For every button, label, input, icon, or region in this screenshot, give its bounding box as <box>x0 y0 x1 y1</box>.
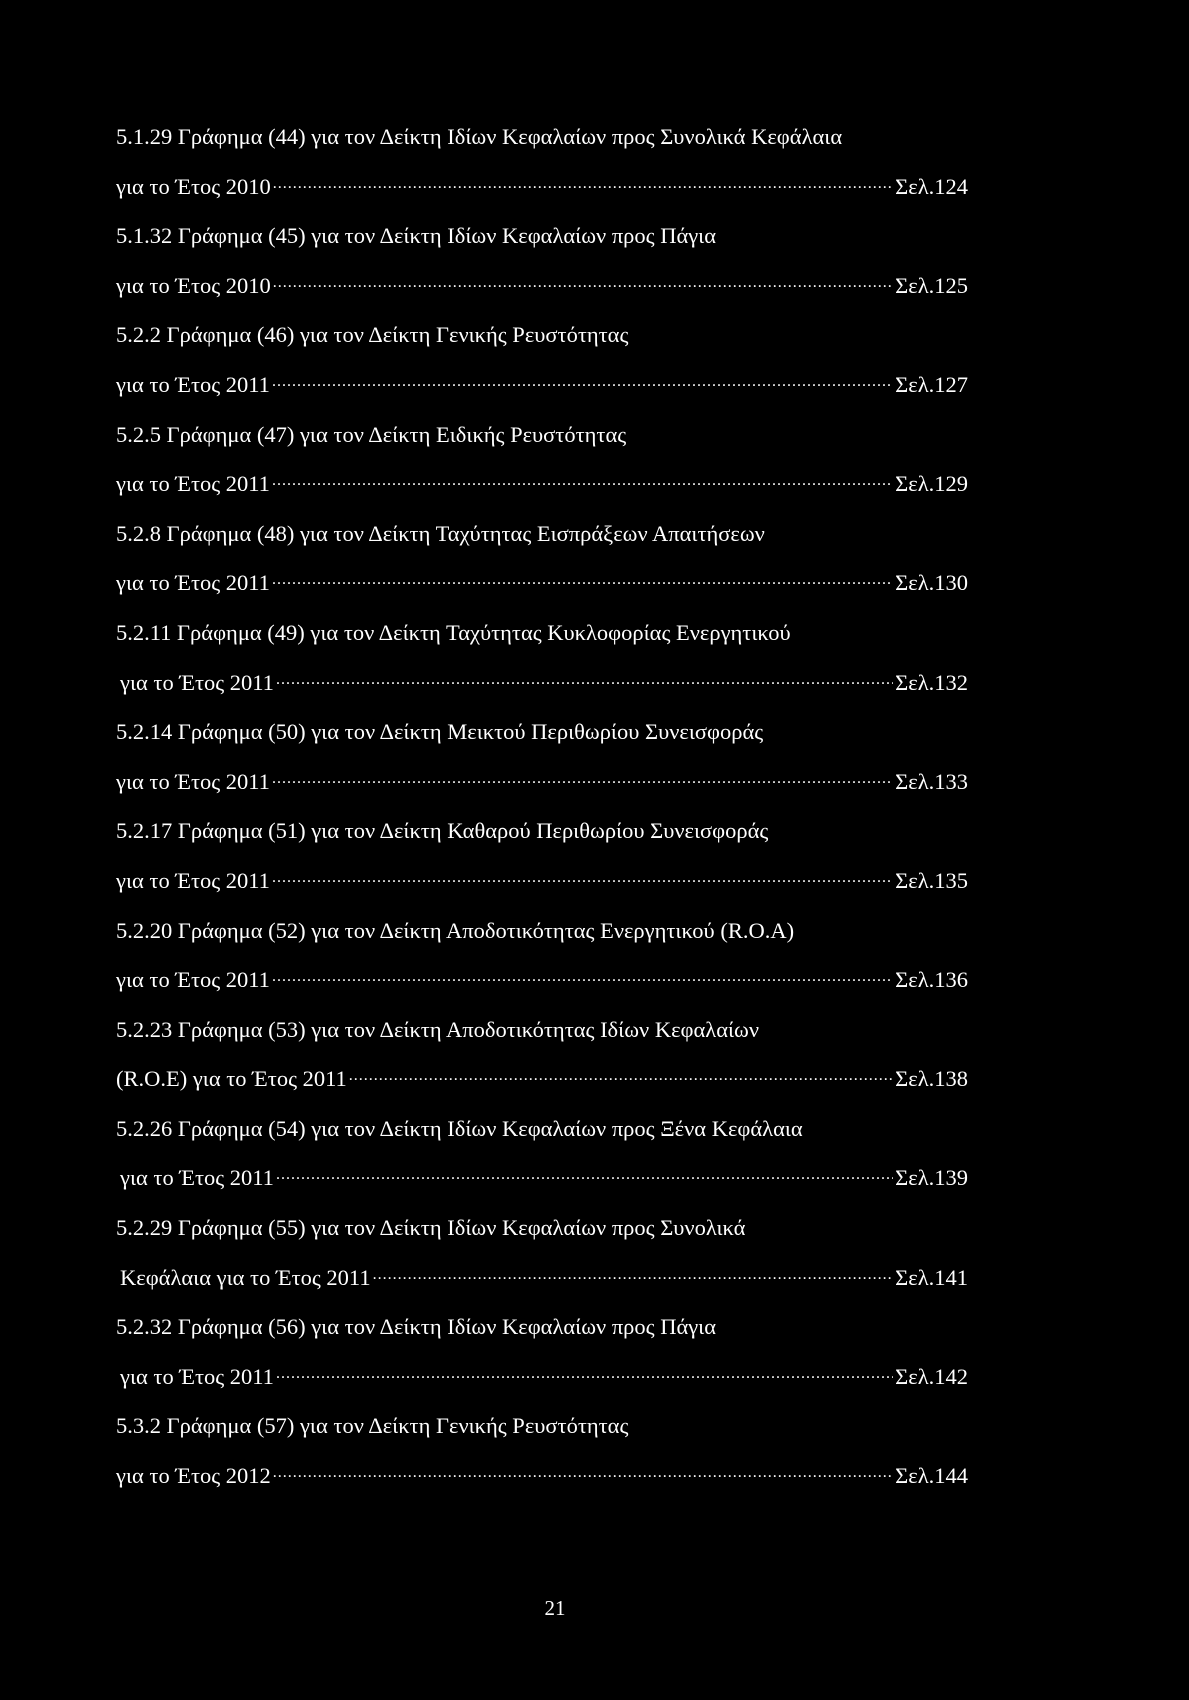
toc-entry-subtitle: (R.O.E) για το Έτος 2011 <box>116 1066 347 1092</box>
toc-entry-leader-line <box>0 1253 968 1303</box>
toc-entry-subtitle: για το Έτος 2011 <box>116 967 270 993</box>
toc-entry-subtitle: για το Έτος 2011 <box>116 471 270 497</box>
dot-leader <box>273 1451 893 1498</box>
toc-entry-page: Σελ.125 <box>895 272 968 298</box>
dot-leader <box>373 1253 894 1300</box>
toc-entry-leader-line <box>0 1352 968 1402</box>
toc-entry-page: Σελ.130 <box>895 570 968 596</box>
toc-entry-subtitle: για το Έτος 2011 <box>120 1165 274 1191</box>
toc-entry <box>0 310 1189 409</box>
toc-entry-title: 5.2.2 Γράφημα (46) για τον Δείκτη Γενικής Ρευστότητας <box>116 322 629 348</box>
dot-leader <box>272 360 893 407</box>
toc-entry-title: 5.2.5 Γράφημα (47) για τον Δείκτη Ειδικής Ρευστότητας <box>116 421 627 447</box>
toc-entry-page: Σελ.133 <box>895 768 968 794</box>
toc-entry <box>0 1203 1189 1302</box>
toc-entry <box>0 509 1189 608</box>
dot-leader <box>272 955 893 1002</box>
dot-leader <box>276 658 893 705</box>
toc-entry-subtitle: για το Έτος 2010 <box>116 173 271 199</box>
dot-leader <box>273 261 893 308</box>
toc-entry-subtitle: για το Έτος 2011 <box>116 768 270 794</box>
toc-entry <box>0 1302 1189 1401</box>
toc-entry-subtitle: για το Έτος 2011 <box>116 867 270 893</box>
toc-entry <box>0 1104 1189 1203</box>
toc-entry-title: 5.2.32 Γράφημα (56) για τον Δείκτη Ιδίων Κεφαλαίων προς Πάγια <box>116 1314 717 1340</box>
toc-entry-page: Σελ.144 <box>895 1463 968 1489</box>
dot-leader <box>276 1153 893 1200</box>
toc-entry-leader-line <box>0 757 968 807</box>
toc-entry-page: Σελ.124 <box>895 173 968 199</box>
table-of-contents <box>0 112 1189 1501</box>
page-number: 21 <box>544 1596 566 1620</box>
toc-entry <box>0 806 1189 905</box>
toc-entry <box>0 1401 1189 1500</box>
toc-entry <box>0 906 1189 1005</box>
dot-leader <box>273 162 893 209</box>
toc-entry-leader-line <box>0 261 968 311</box>
toc-entry-leader-line <box>0 360 968 410</box>
toc-entry-title: 5.2.29 Γράφημα (55) για τον Δείκτη Ιδίων Κεφαλαίων προς Συνολικά <box>116 1215 746 1241</box>
dot-leader <box>272 558 893 605</box>
dot-leader <box>349 1054 893 1101</box>
toc-entry-leader-line <box>0 162 968 212</box>
toc-entry-leader-line <box>0 856 968 906</box>
toc-entry-subtitle: για το Έτος 2011 <box>116 371 270 397</box>
toc-entry-page: Σελ.139 <box>895 1165 968 1191</box>
toc-entry-page: Σελ.129 <box>895 471 968 497</box>
toc-entry-leader-line <box>0 955 968 1005</box>
toc-entry-page: Σελ.141 <box>895 1264 968 1290</box>
toc-entry-title: 5.2.20 Γράφημα (52) για τον Δείκτη Αποδοτικότητας Ενεργητικού (R.O.A) <box>116 917 795 943</box>
toc-entry <box>0 112 1189 211</box>
toc-entry-title: 5.2.26 Γράφημα (54) για τον Δείκτη Ιδίων Κεφαλαίων προς Ξένα Κεφάλαια <box>116 1115 803 1141</box>
toc-entry-subtitle: για το Έτος 2011 <box>120 669 274 695</box>
toc-entry-title: 5.2.14 Γράφημα (50) για τον Δείκτη Μεικτού Περιθωρίου Συνεισφοράς <box>116 719 764 745</box>
toc-entry-title: 5.3.2 Γράφημα (57) για τον Δείκτη Γενικής Ρευστότητας <box>116 1413 629 1439</box>
toc-entry-subtitle: Κεφάλαια για το Έτος 2011 <box>120 1264 371 1290</box>
toc-entry-leader-line <box>0 1153 968 1203</box>
toc-entry <box>0 608 1189 707</box>
toc-entry-leader-line <box>0 658 968 708</box>
toc-entry-title: 5.2.17 Γράφημα (51) για τον Δείκτη Καθαρού Περιθωρίου Συνεισφοράς <box>116 818 769 844</box>
dot-leader <box>272 459 893 506</box>
toc-entry-subtitle: για το Έτος 2010 <box>116 272 271 298</box>
toc-entry-subtitle: για το Έτος 2011 <box>120 1363 274 1389</box>
toc-entry-title: 5.2.11 Γράφημα (49) για τον Δείκτη Ταχύτητας Κυκλοφορίας Ενεργητικού <box>116 619 791 645</box>
toc-entry-page: Σελ.127 <box>895 371 968 397</box>
toc-entry-page: Σελ.138 <box>895 1066 968 1092</box>
toc-entry-leader-line <box>0 459 968 509</box>
dot-leader <box>276 1352 893 1399</box>
toc-entry-page: Σελ.142 <box>895 1363 968 1389</box>
toc-entry-page: Σελ.135 <box>895 867 968 893</box>
toc-entry <box>0 1005 1189 1104</box>
dot-leader <box>272 757 893 804</box>
toc-entry-subtitle: για το Έτος 2012 <box>116 1463 271 1489</box>
toc-entry <box>0 707 1189 806</box>
toc-entry-subtitle: για το Έτος 2011 <box>116 570 270 596</box>
toc-entry-page: Σελ.136 <box>895 967 968 993</box>
toc-entry-leader-line <box>0 1054 968 1104</box>
toc-entry-leader-line <box>0 558 968 608</box>
toc-entry <box>0 211 1189 310</box>
toc-entry-title: 5.1.29 Γράφημα (44) για τον Δείκτη Ιδίων Κεφαλαίων προς Συνολικά Κεφάλαια <box>116 124 843 149</box>
toc-entry-leader-line <box>0 1451 968 1501</box>
toc-entry-title: 5.2.23 Γράφημα (53) για τον Δείκτη Αποδοτικότητας Ιδίων Κεφαλαίων <box>116 1016 760 1042</box>
toc-entry <box>0 410 1189 509</box>
toc-entry-title: 5.1.32 Γράφημα (45) για τον Δείκτη Ιδίων Κεφαλαίων προς Πάγια <box>116 223 717 249</box>
toc-entry-title: 5.2.8 Γράφημα (48) για τον Δείκτη Ταχύτητας Εισπράξεων Απαιτήσεων <box>116 520 765 546</box>
dot-leader <box>272 856 893 903</box>
toc-entry-page: Σελ.132 <box>895 669 968 695</box>
